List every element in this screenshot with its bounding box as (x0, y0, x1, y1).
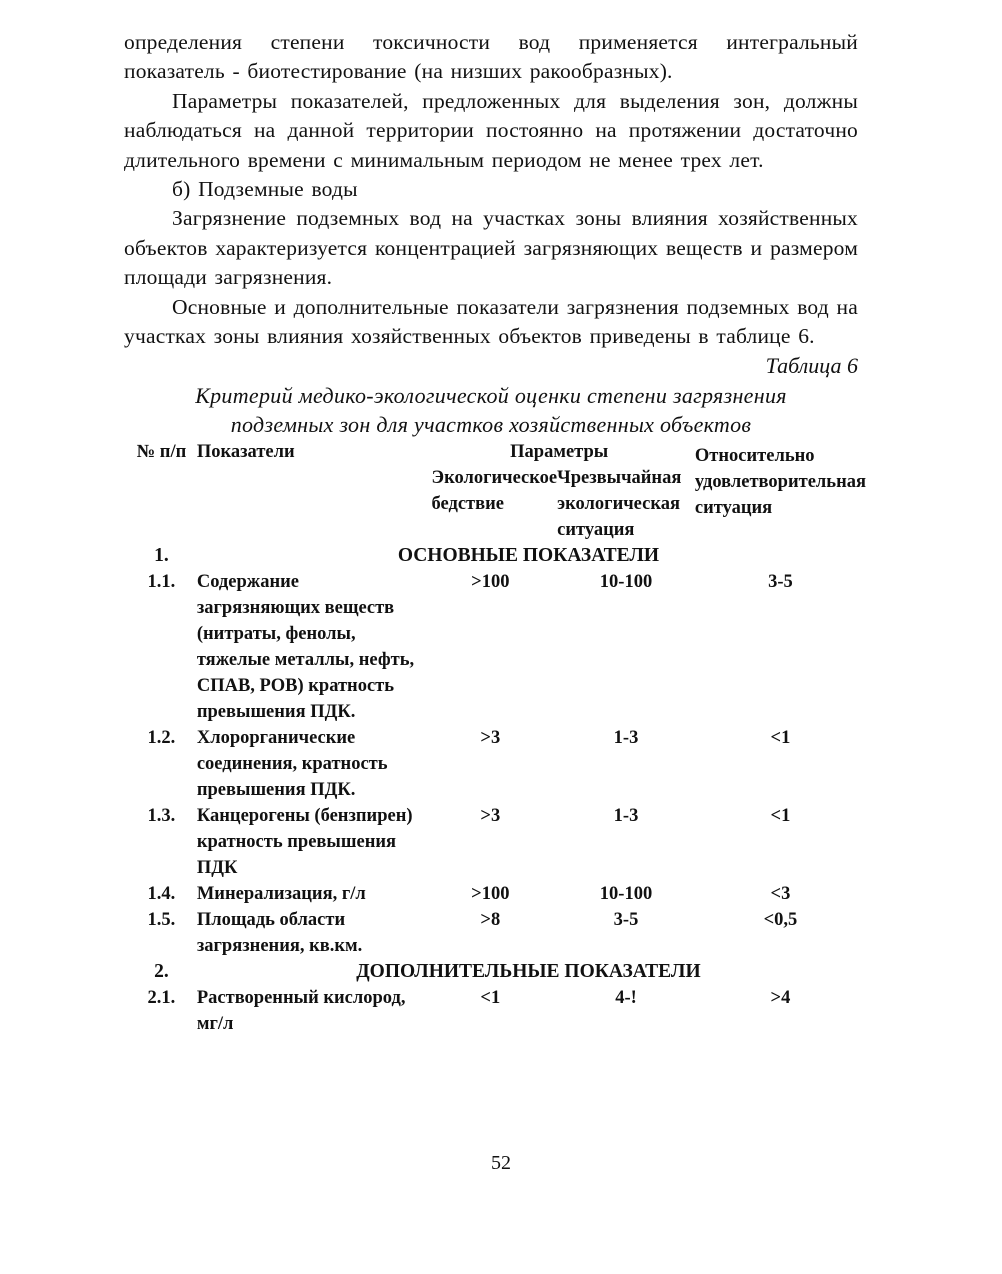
row-number: 1.1. (147, 572, 176, 593)
row-indicator: Растворенный кислород, мг/л (196, 988, 406, 1035)
table-number: Таблица 6 (765, 353, 858, 379)
paragraph-3: Загрязнение подземных вод на участках зоны влияния хозяйственных объектов характеризуется концентрацией загрязняющих веществ и размером площади загрязнения. (124, 206, 858, 290)
paragraph-4: Основные и дополнительные показатели загрязнения подземных вод на участках зоны влияния хозяйственных объектов приведены в таблице 6. (124, 294, 858, 349)
header-eco: Экологическое бедствие (431, 468, 558, 515)
section-row (132, 959, 866, 985)
row-indicator: Канцерогены (бензпирен) кратность превышения ПДК (196, 806, 413, 879)
row-emergency: 10-100 (599, 884, 653, 905)
page-number: 52 (491, 1152, 511, 1174)
section-number: 1. (154, 545, 169, 567)
row-relative: <1 (770, 806, 791, 827)
row-eco-disaster: >100 (471, 884, 510, 905)
row-emergency: 1-3 (613, 806, 639, 827)
table-row (132, 985, 866, 1037)
header-indicator: Показатели (196, 442, 295, 463)
row-indicator: Площадь области загрязнения, кв.км. (196, 910, 363, 957)
row-relative: <1 (770, 728, 791, 749)
section-number: 2. (154, 961, 169, 983)
row-emergency: 4-! (615, 988, 637, 1009)
paragraph-1: определения степени токсичности вод применяется интегральный показатель - биотестирование (на низших ракообразных). (124, 30, 858, 84)
row-indicator: Минерализация, г/л (196, 884, 366, 905)
row-relative: >4 (770, 988, 791, 1009)
row-relative: <0,5 (763, 910, 798, 931)
row-number: 1.5. (147, 910, 176, 931)
row-eco-disaster: >3 (480, 728, 501, 749)
row-emergency: 3-5 (613, 910, 639, 931)
row-eco-disaster: >100 (471, 572, 510, 593)
row-emergency: 10-100 (599, 572, 653, 593)
paragraph-2: Параметры показателей, предложенных для выделения зон, должны наблюдаться на данной территории постоянно на протяжении достаточно длительного времени с минимальным периодом не менее трех лет. (124, 88, 858, 172)
section-title: ОСНОВНЫЕ ПОКАЗАТЕЛИ (397, 545, 660, 567)
row-eco-disaster: >3 (480, 806, 501, 827)
row-emergency: 1-3 (613, 728, 639, 749)
subsection-heading: б) Подземные воды (172, 177, 358, 202)
table-row (132, 881, 866, 907)
document-page (124, 28, 866, 1037)
table-row (132, 907, 866, 959)
section-title: ДОПОЛНИТЕЛЬНЫЕ ПОКАЗАТЕЛИ (356, 961, 701, 983)
table-title-line-2: подземных зон для участков хозяйственных объектов (230, 412, 752, 438)
row-relative: 3-5 (768, 572, 793, 593)
header-relative: Относительно удовлетворительная ситуация (694, 446, 866, 519)
header-parameters: Параметры (510, 442, 609, 463)
row-number: 2.1. (147, 988, 176, 1009)
header-emergency: Чрезвычайная экологическая ситуация (557, 468, 682, 541)
row-number: 1.4. (147, 884, 176, 905)
header-num: № п/п (136, 442, 187, 463)
table-row (132, 803, 866, 881)
row-indicator: Содержание загрязняющих веществ (нитраты, фенолы, тяжелые металлы, нефть, СПАВ, РОВ) кратность превышения ПДК. (196, 572, 415, 723)
row-number: 1.3. (147, 806, 176, 827)
table-row (132, 725, 866, 803)
row-number: 1.2. (147, 728, 176, 749)
criteria-table (132, 439, 866, 1037)
table-row (132, 569, 866, 725)
row-eco-disaster: >8 (480, 910, 501, 931)
table-title-line-1: Критерий медико-экологической оценки степени загрязнения (195, 383, 787, 409)
row-indicator: Хлорорганические соединения, кратность превышения ПДК. (196, 728, 388, 801)
table-header-row-1 (132, 439, 866, 465)
section-row (132, 543, 866, 569)
row-relative: <3 (770, 884, 791, 905)
row-eco-disaster: <1 (480, 988, 501, 1009)
